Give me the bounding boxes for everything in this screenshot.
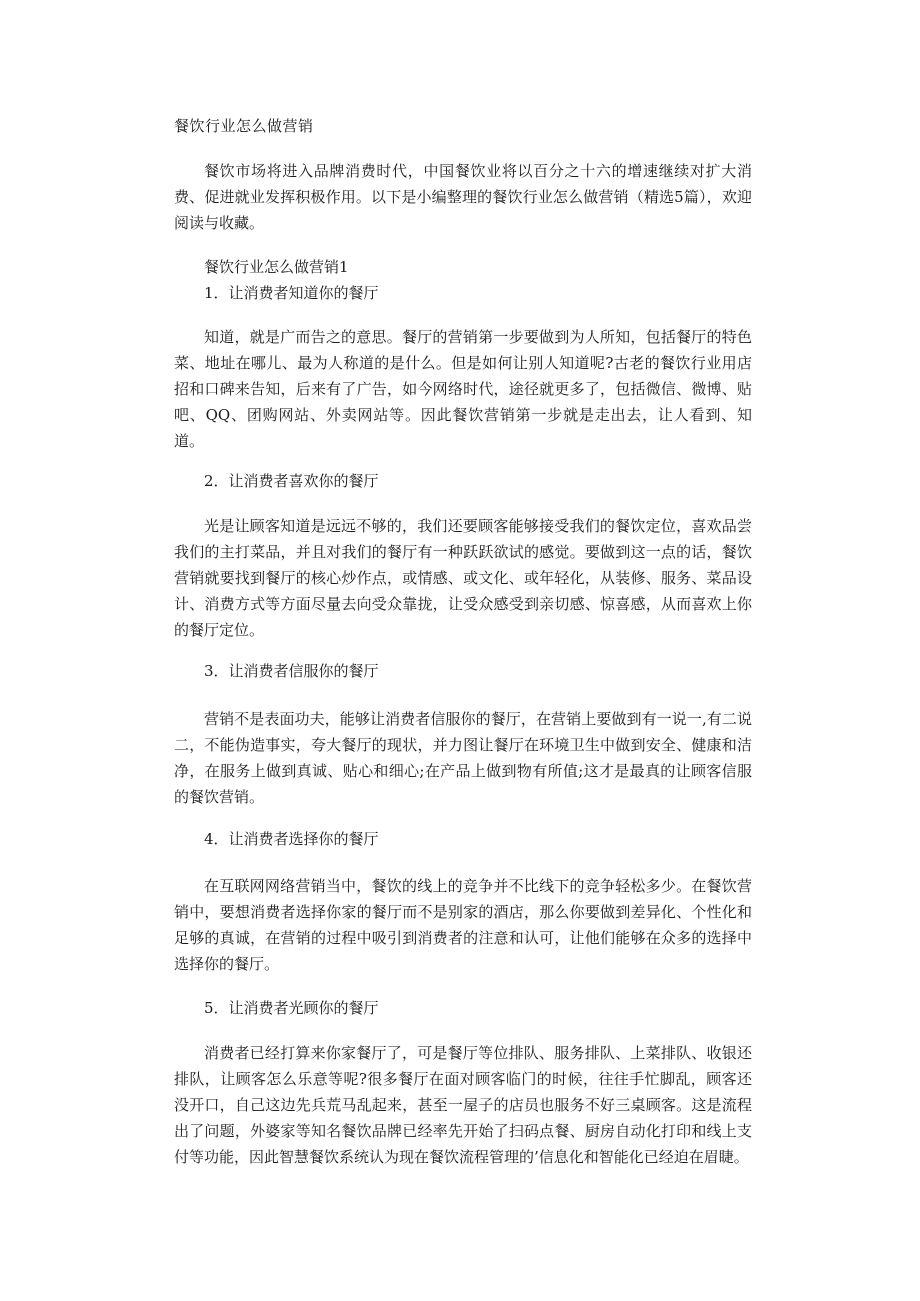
section-5-body: 消费者已经打算来你家餐厅了，可是餐厅等位排队、服务排队、上菜排队、收银还排队，让顾客怎么乐意等呢?很多餐厅在面对顾客临门的时候，往往手忙脚乱，顾客还没开口，自己这边先兵荒马乱起来，甚至一屋子的店员也服务不好三桌顾客。这是流程出了问题，外婆家等知名餐饮品牌已经率先开始了扫码点餐、厨房自动化打印和线上支付等功能，因此智慧餐饮系统认为现在餐饮流程管理的’信息化和智能化已经迫在眉睫。 bbox=[174, 1044, 752, 1166]
section-1-heading: 1．让消费者知道你的餐厅 bbox=[204, 284, 379, 302]
section-4-body: 在互联网网络营销当中，餐饮的线上的竞争并不比线下的竞争轻松多少。在餐饮营销中，要想消费者选择你家的餐厅而不是别家的酒店，那么你要做到差异化、个性化和足够的真诚，在营销的过程中吸引到消费者的注意和认可，让他们能够在众多的选择中选择你的餐厅。 bbox=[174, 877, 752, 973]
section-5-heading: 5．让消费者光顾你的餐厅 bbox=[204, 999, 379, 1017]
section-title: 餐饮行业怎么做营销1 bbox=[204, 258, 349, 276]
document-title: 餐饮行业怎么做营销 bbox=[174, 117, 314, 135]
intro-paragraph: 餐饮市场将进入品牌消费时代，中国餐饮业将以百分之十六的增速继续对扩大消费、促进就业发挥积极作用。以下是小编整理的餐饮行业怎么做营销（精选5篇），欢迎阅读与收藏。 bbox=[174, 162, 752, 232]
section-3-heading: 3．让消费者信服你的餐厅 bbox=[204, 662, 379, 680]
section-4-heading: 4．让消费者选择你的餐厅 bbox=[204, 830, 379, 848]
section-3-body: 营销不是表面功夫，能够让消费者信服你的餐厅，在营销上要做到有一说一,有二说二，不能伪造事实，夸大餐厅的现状，并力图让餐厅在环境卫生中做到安全、健康和洁净，在服务上做到真诚、贴心和细心;在产品上做到物有所值;这才是最真的让顾客信服的餐饮营销。 bbox=[174, 710, 752, 806]
section-1-body: 知道，就是广而告之的意思。餐厅的营销第一步要做到为人所知，包括餐厅的特色菜、地址在哪儿、最为人称道的是什么。但是如何让别人知道呢?古老的餐饮行业用店招和口碑来告知，后来有了广告，如今网络时代，途径就更多了，包括微信、微博、贴吧、QQ、团购网站、外卖网站等。因此餐饮营销第一步就是走出去，让人看到、知道。 bbox=[174, 328, 752, 450]
section-2-heading: 2．让消费者喜欢你的餐厅 bbox=[204, 472, 379, 490]
section-2-body: 光是让顾客知道是远远不够的，我们还要顾客能够接受我们的餐饮定位，喜欢品尝我们的主打菜品，并且对我们的餐厅有一种跃跃欲试的感觉。要做到这一点的话，餐饮营销就要找到餐厅的核心炒作点，或情感、或文化、或年轻化，从装修、服务、菜品设计、消费方式等方面尽量去向受众靠拢，让受众感受到亲切感、惊喜感，从而喜欢上你的餐厅定位。 bbox=[174, 517, 752, 639]
